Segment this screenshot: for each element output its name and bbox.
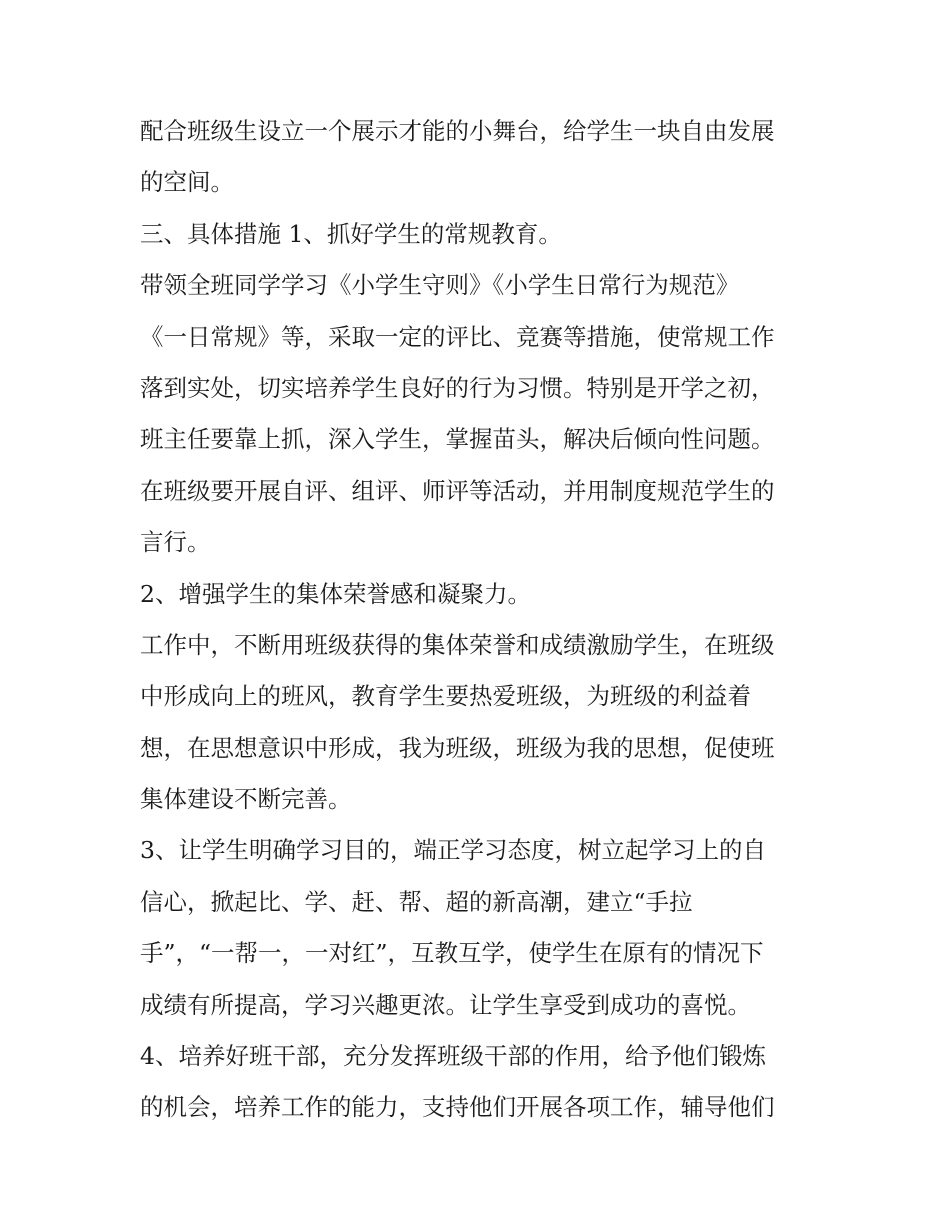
text-line: 想，在思想意识中形成，我为班级，班级为我的思想，促使班 [140, 733, 775, 762]
text-line: 《一日常规》等，采取一定的评比、竞赛等措施，使常规工作 [140, 322, 775, 351]
text-line: 4、培养好班干部，充分发挥班级干部的作用，给予他们锻炼 [140, 1042, 766, 1071]
text-line: 集体建设不断完善。 [140, 785, 352, 814]
text-line: 带领全班同学学习《小学生守则》《小学生日常行为规范》 [140, 271, 740, 300]
text-line: 中形成向上的班风，教育学生要热爱班级，为班级的利益着 [140, 682, 751, 711]
text-line: 的空间。 [140, 168, 234, 197]
text-line: 班主任要靠上抓，深入学生，掌握苗头，解决后倾向性问题。 [140, 425, 775, 454]
section-heading: 三、具体措施 1、抓好学生的常规教育。 [140, 219, 562, 248]
text-line: 配合班级生设立一个展示才能的小舞台，给学生一块自由发展 [140, 117, 775, 145]
text-line: 工作中，不断用班级获得的集体荣誉和成绩激励学生，在班级 [140, 630, 775, 659]
text-line: 成绩有所提高，学习兴趣更浓。让学生享受到成功的喜悦。 [140, 990, 751, 1019]
text-line: 落到实处，切实培养学生良好的行为习惯。特别是开学之初， [140, 373, 775, 402]
text-line: 的机会，培养工作的能力，支持他们开展各项工作，辅导他们 [140, 1093, 775, 1122]
text-line: 在班级要开展自评、组评、师评等活动，并用制度规范学生的 [140, 476, 775, 505]
item-heading: 2、增强学生的集体荣誉感和凝聚力。 [140, 579, 531, 608]
text-line: 3、让学生明确学习目的，端正学习态度，树立起学习上的自 [140, 836, 766, 865]
text-line: 言行。 [140, 528, 211, 557]
text-line: 信心，掀起比、学、赶、帮、超的新高潮，建立“手拉 [140, 887, 693, 916]
body-text [140, 106, 830, 1134]
text-line: 手”，“一帮一，一对红”，互教互学，使学生在原有的情况下 [140, 939, 764, 968]
